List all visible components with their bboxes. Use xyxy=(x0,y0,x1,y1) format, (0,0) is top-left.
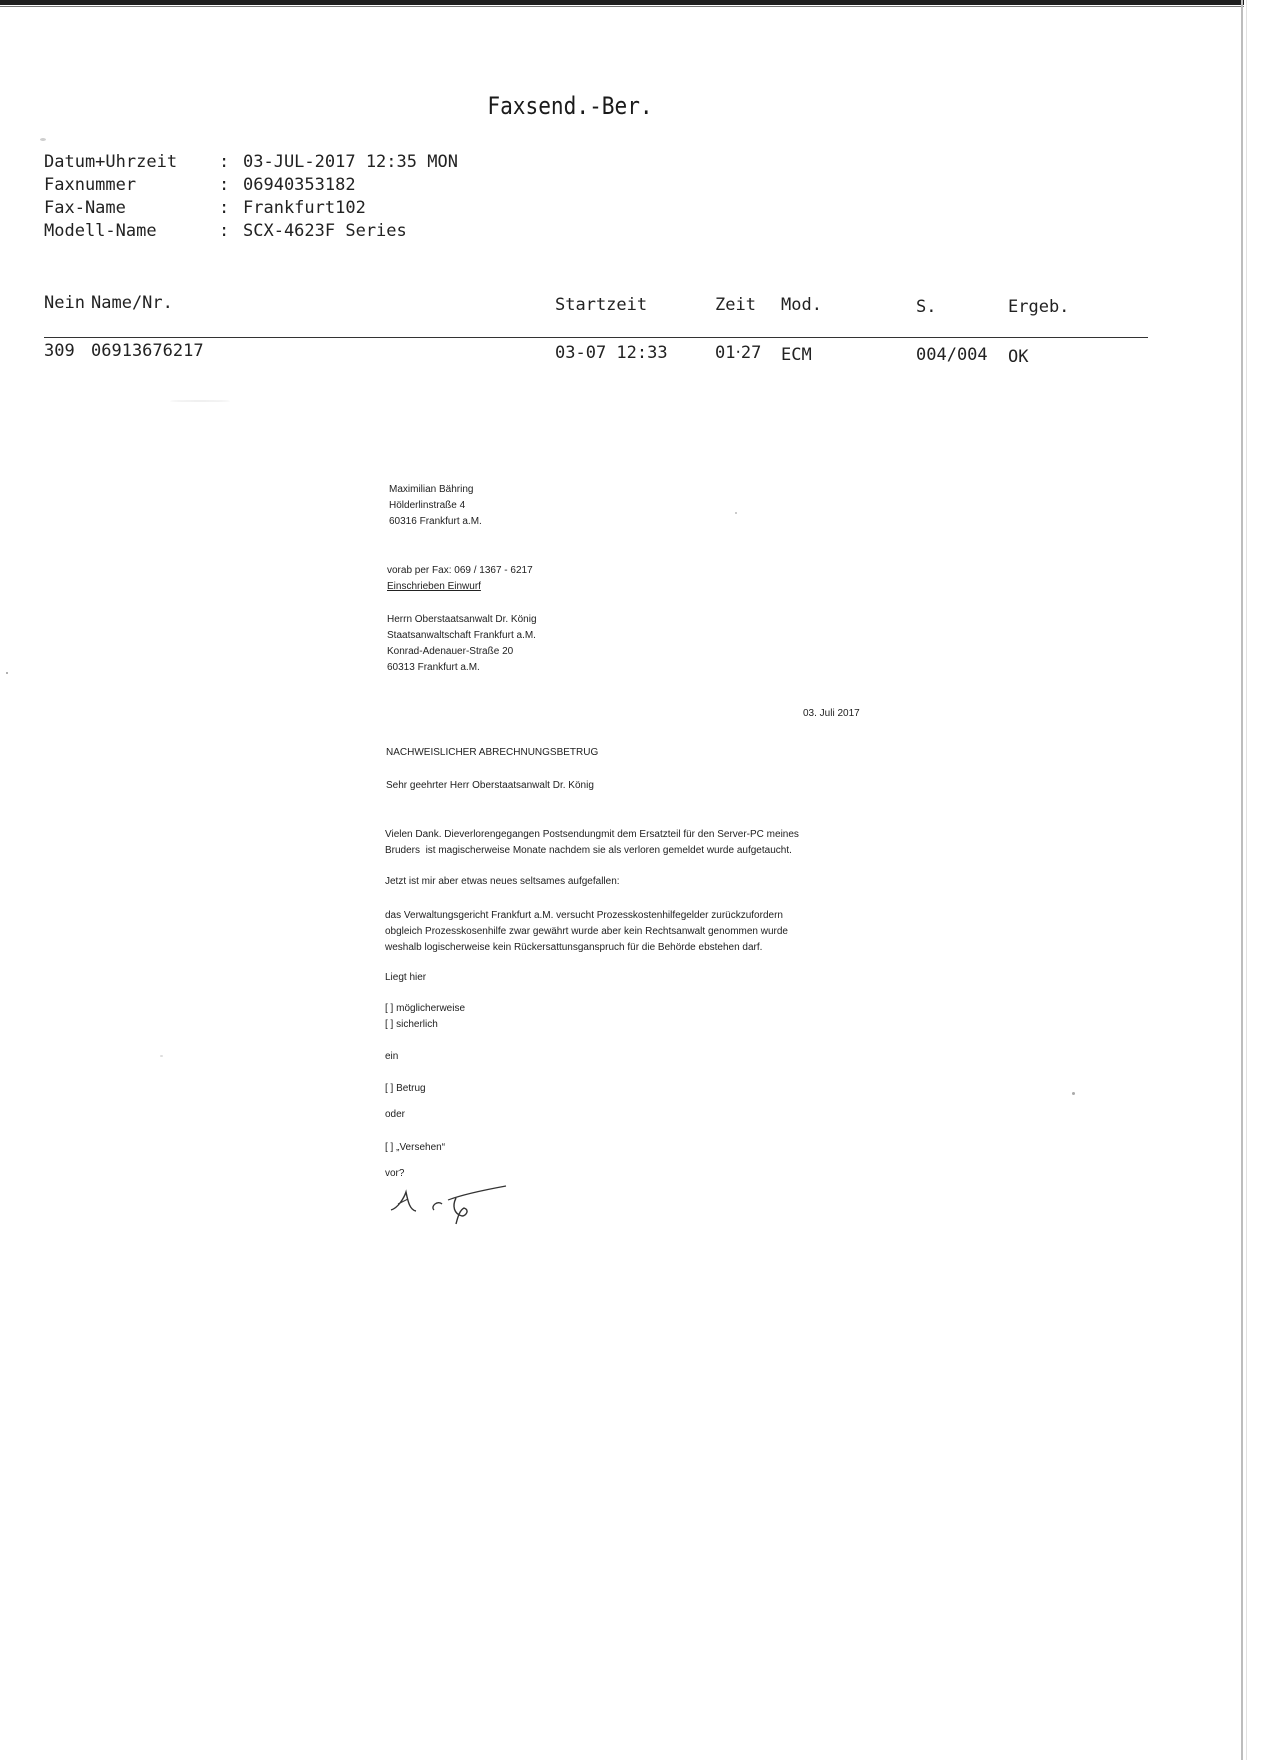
cell-startzeit: 03-07 12:33 xyxy=(555,343,668,363)
table-divider xyxy=(44,337,1148,338)
report-title: Faxsend.-Ber. xyxy=(487,92,653,120)
col-header-zeit: Zeit xyxy=(715,295,756,315)
letter-salutation: Sehr geehrter Herr Oberstaatsanwalt Dr. König xyxy=(386,780,594,791)
scan-speck xyxy=(1072,1092,1075,1095)
field-separator: : xyxy=(219,198,230,218)
checkbox-option: [ ] möglicherweise xyxy=(385,1003,466,1014)
field-separator: : xyxy=(219,152,230,172)
scan-top-edge-shadow xyxy=(0,6,1244,7)
scan-speck xyxy=(735,512,737,514)
paragraph-line: Bruders ist magischerweise Monate nachdem sie als verloren gemeldet wurde aufgetaucht. xyxy=(385,845,792,856)
sender-line: Hölderlinstraße 4 xyxy=(389,500,466,511)
col-header-mod: Mod. xyxy=(781,295,822,315)
report-field-faxnumber xyxy=(44,175,356,199)
col-header-nein: Nein xyxy=(44,293,85,313)
recipient-line: Herrn Oberstaatsanwalt Dr. König xyxy=(387,614,537,625)
recipient-line: 60313 Frankfurt a.M. xyxy=(387,662,480,673)
field-value: SCX-4623F Series xyxy=(243,221,407,241)
field-label: Fax-Name xyxy=(44,198,126,218)
scan-right-edge-shadow xyxy=(1246,0,1247,1760)
report-field-faxname xyxy=(44,198,366,222)
field-label: Faxnummer xyxy=(44,175,137,195)
field-separator: : xyxy=(219,175,230,195)
question-text: Liegt hier xyxy=(385,972,427,983)
cell-name: 06913676217 xyxy=(91,341,204,361)
handwritten-signature xyxy=(386,1180,516,1230)
paragraph-line: weshalb logischerweise kein Rückersattunsganspruch für die Behörde ebstehen darf. xyxy=(385,942,763,953)
report-field-model xyxy=(44,221,407,245)
field-separator: : xyxy=(219,221,230,241)
field-value: Frankfurt102 xyxy=(243,198,366,218)
checkbox-option: [ ] „Versehen“ xyxy=(385,1142,446,1153)
col-header-name: Name/Nr. xyxy=(91,293,173,313)
closing-text: vor? xyxy=(385,1168,405,1179)
cell-mod: ECM xyxy=(781,345,812,365)
scan-speck xyxy=(40,138,46,141)
paragraph-line: das Verwaltungsgericht Frankfurt a.M. versucht Prozesskostenhilfegelder zurückzufordern xyxy=(385,910,783,921)
field-label: Modell-Name xyxy=(44,221,157,241)
sender-line: Maximilian Bähring xyxy=(389,484,474,495)
scan-speck xyxy=(170,400,230,402)
scan-speck xyxy=(6,672,8,674)
recipient-line: Konrad-Adenauer-Straße 20 xyxy=(387,646,514,657)
report-field-datetime xyxy=(44,152,458,176)
scan-speck xyxy=(160,1055,163,1057)
checkbox-option: [ ] sicherlich xyxy=(385,1019,438,1030)
col-header-ergeb: Ergeb. xyxy=(1008,297,1070,317)
registered-mail-note: Einschrieben Einwurf xyxy=(387,581,481,592)
field-value: 03-JUL-2017 12:35 MON xyxy=(243,152,458,172)
connector-word: ein xyxy=(385,1051,399,1062)
field-value: 06940353182 xyxy=(243,175,356,195)
letter-date: 03. Juli 2017 xyxy=(803,708,860,719)
col-header-startzeit: Startzeit xyxy=(555,295,648,315)
letter-subject: NACHWEISLICHER ABRECHNUNGSBETRUG xyxy=(386,747,599,758)
paragraph-line: obgleich Prozesskosenhilfe zwar gewährt wurde aber kein Rechtsanwalt genommen wurde xyxy=(385,926,788,937)
checkbox-option: [ ] Betrug xyxy=(385,1083,426,1094)
cell-zeit: 01‧27 xyxy=(715,343,762,363)
cell-nein: 309 xyxy=(44,341,75,361)
col-header-s: S. xyxy=(916,297,937,317)
field-label: Datum+Uhrzeit xyxy=(44,152,178,172)
scan-right-edge xyxy=(1241,0,1243,1760)
recipient-line: Staatsanwaltschaft Frankfurt a.M. xyxy=(387,630,536,641)
scan-top-edge xyxy=(0,0,1244,5)
sender-line: 60316 Frankfurt a.M. xyxy=(389,516,482,527)
connector-word: oder xyxy=(385,1109,406,1120)
paragraph-line: Vielen Dank. Dieverlorengegangen Postsendungmit dem Ersatzteil für den Server-PC meines xyxy=(385,829,799,840)
cell-ergeb: OK xyxy=(1008,347,1029,367)
paragraph-line: Jetzt ist mir aber etwas neues seltsames aufgefallen: xyxy=(385,876,620,887)
fax-delivery-note: vorab per Fax: 069 / 1367 - 6217 xyxy=(387,565,533,576)
cell-s: 004/004 xyxy=(916,345,988,365)
